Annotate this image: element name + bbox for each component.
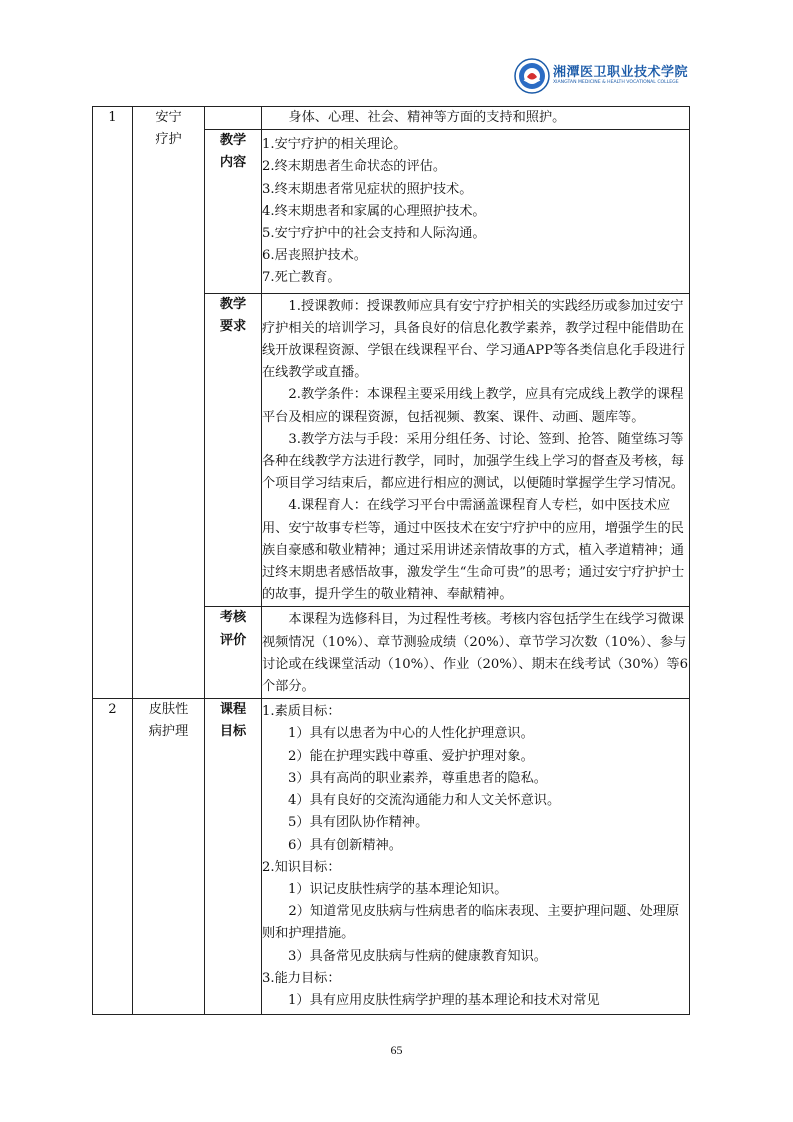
row-number: 2 <box>93 699 133 1015</box>
continuation-text: 身体、心理、社会、精神等方面的支持和照护。 <box>262 107 690 130</box>
goal-item: 5）具有团队协作精神。 <box>288 815 429 831</box>
paragraph: 4.课程育人：在线学习平台中需涵盖课程育人专栏，如中医技术应用、安宁故事专栏等，通过中医技术在安宁疗护中的应用，增强学生的民族自豪感和敬业精神；通过采用讲述亲情故事的方式，植入孝道精神；通过终末期患者感悟故事，激发学生“生命可贵”的思考；通过安宁疗护护士的故事，提升学生的敬业精神、奉献精神。 <box>262 498 685 603</box>
teaching-content-list <box>262 130 690 293</box>
course-table <box>92 106 690 1015</box>
logo-english-name: XIANGTAN MEDICINE & HEALTH VOCATIONAL COLLEGE <box>553 80 679 85</box>
goal-item: 1）具有以患者为中心的人性化护理意识。 <box>288 726 534 742</box>
list-item: 7.死亡教育。 <box>262 270 341 286</box>
empty-label-cell <box>205 107 262 130</box>
list-item: 2.终末期患者生命状态的评估。 <box>262 159 447 175</box>
goal-item: 3）具有高尚的职业素养，尊重患者的隐私。 <box>288 770 547 786</box>
teaching-requirements-text <box>262 293 690 607</box>
goal-item: 6）具有创新精神。 <box>288 837 402 853</box>
goal-heading: 3.能力目标： <box>262 970 341 986</box>
course-goals-text <box>262 699 690 1015</box>
list-item: 5.安宁疗护中的社会支持和人际沟通。 <box>262 226 486 242</box>
list-item: 3.终末期患者常见症状的照护技术。 <box>262 181 473 197</box>
goal-item: 1）具有应用皮肤性病学护理的基本理论和技术对常见 <box>288 992 600 1008</box>
goal-item: 2）能在护理实践中尊重、爱护护理对象。 <box>288 748 534 764</box>
list-item: 6.居丧照护技术。 <box>262 248 367 264</box>
paragraph: 3.教学方法与手段：采用分组任务、讨论、签到、抢答、随堂练习等各种在线教学方法进行教学，同时，加强学生线上学习的督查及考核，每个项目学习结束后，都应进行相应的测试，以便随时掌握学生学习情况。 <box>262 431 684 492</box>
paragraph: 2.教学条件：本课程主要采用线上教学，应具有完成线上教学的课程平台及相应的课程资源，包括视频、教案、课件、动画、题库等。 <box>262 387 684 425</box>
assessment-label: 考核 评价 <box>205 607 262 699</box>
goal-heading: 2.知识目标： <box>262 859 341 875</box>
row-number: 1 <box>93 107 133 699</box>
teaching-content-label: 教学 内容 <box>205 130 262 293</box>
goal-item: 4）具有良好的交流沟通能力和人文关怀意识。 <box>288 793 561 809</box>
course-name: 皮肤性 病护理 <box>133 699 205 1015</box>
teaching-requirements-label: 教学 要求 <box>205 293 262 607</box>
logo-chinese-name: 湘潭医卫职业技术学院 <box>553 65 689 80</box>
college-logo <box>514 58 700 96</box>
list-item: 1.安宁疗护的相关理论。 <box>262 137 407 153</box>
goal-item: 1）识记皮肤性病学的基本理论知识。 <box>288 881 508 897</box>
goal-item: 3）具备常见皮肤病与性病的健康教育知识。 <box>288 948 547 964</box>
assessment-text: 本课程为选修科目，为过程性考核。考核内容包括学生在线学习微课视频情况（10%）、章节测验成绩（20%）、章节学习次数（10%）、参与讨论或在线课堂活动（10%）、作业（20%）、期末在线考试（30%）等6个部分。 <box>262 607 690 699</box>
goal-item: 2）知道常见皮肤病与性病患者的临床表现、主要护理问题、处理原则和护理措施。 <box>262 904 680 942</box>
table-row <box>93 107 690 130</box>
course-name: 安宁 疗护 <box>133 107 205 699</box>
goal-heading: 1.素质目标： <box>262 704 341 720</box>
paragraph: 1.授课教师：授课教师应具有安宁疗护相关的实践经历或参加过安宁疗护相关的培训学习，具备良好的信息化教学素养，教学过程中能借助在线开放课程资源、学银在线课程平台、学习通APP等各类信息化手段进行在线教学或直播。 <box>262 298 685 381</box>
table-row <box>93 699 690 1015</box>
list-item: 4.终末期患者和家属的心理照护技术。 <box>262 203 486 219</box>
page-number: 65 <box>390 1043 403 1057</box>
course-goals-label: 课程 目标 <box>205 699 262 1015</box>
college-emblem-icon <box>514 58 550 94</box>
